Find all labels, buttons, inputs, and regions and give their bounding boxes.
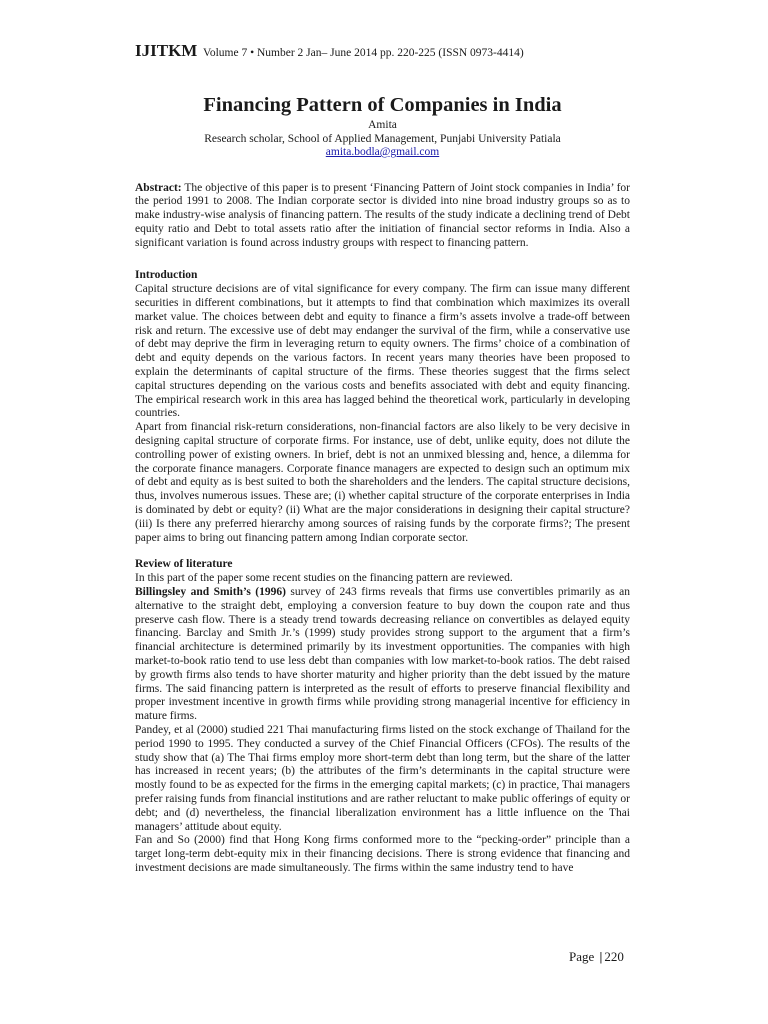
page-footer [569,949,624,964]
introduction-heading: Introduction [135,269,198,282]
author-email-link[interactable]: amita.bodla@gmail.com [325,146,440,158]
page-number: 220 [604,949,624,964]
journal-name: IJITKM [135,41,198,60]
review-lead-sentence: In this part of the paper some recent studies on the financing pattern are reviewed. [135,572,513,585]
introduction-paragraph: Capital structure decisions are of vital significance for every company. The firm can issue many different securities in different combinations, but it attempts to find that combination which maximizes its overall market value. The choices between debt and equity to finance a firm’s assets involve a trade-off between risk and return. The excessive use of debt may endanger the survival of the firm, while a conservative use of debt may deprive the firm in leveraging return to equity owners. The firms’ choice of a combination of debt and equity depends on the various factors. In recent years many theories have been proposed to explain the determinants of capital structure of the firms. These theories suggest that the firms select capital structures depending on the various costs and benefits associated with debt and equity financing. The empirical research work in this area has lagged behind the theoretical work, particularly in developing countries. [135,283,630,420]
running-head [135,41,630,60]
review-paragraph [135,586,630,724]
author-affiliation: Research scholar, School of Applied Management, Punjabi University Patiala [204,132,561,145]
abstract [135,182,630,251]
review-paragraph: Fan and So (2000) find that Hong Kong firms conformed more to the “pecking-order” principle than a target long-term debt-equity mix in their financing decisions. There is strong evidence that financing and investment decisions are made simultaneously. The firms within the same industry tend to have [135,834,630,874]
abstract-label: Abstract: [135,181,182,194]
paper-page [135,41,630,876]
paper-title: Financing Pattern of Companies in India [203,94,562,116]
review-paragraph: Pandey, et al (2000) studied 221 Thai manufacturing firms listed on the stock exchange of Thailand for the period 1990 to 1995. They conducted a survey of the Chief Financial Officers (CFOs). The results of the study show that (a) The Thai firms employ more short-term debt than long term, but the share of the latter has increased in recent years; (b) the attributes of the firm’s determinants in the capital structure were mostly found to be as expected for the firms in the emerging capital markets; (c) in practice, Thai managers prefer raising funds from financial institutions and are rather reluctant to make public offerings of equity or debt; and (d) nevertheless, the financial liberalization environment has a little influence on the Thai managers’ attitude about equity. [135,723,630,833]
abstract-text: The objective of this paper is to present ‘Financing Pattern of Joint stock companies in India’ for the period 1991 to 2008. The Indian corporate sector is divided into nine broad industry groups so as to make industry-wise analysis of financing pattern. The results of the study indicate a declining trend of Debt equity ratio and Debt to total assets ratio after the initiation of financial sector reforms in India. Also a significant variation is found across industry groups with respect to financing pattern. [135,181,630,249]
journal-details: Volume 7 • Number 2 Jan– June 2014 pp. 220-225 (ISSN 0973-4414) [203,47,524,59]
author-name: Amita [368,119,397,131]
introduction-paragraph: Apart from financial risk-return considerations, non-financial factors are also likely to be very decisive in designing capital structure of corporate firms. For instance, use of debt, unlike equity, does not dilute the controlling power of existing owners. In brief, debt is not an unmixed blessing and, hence, a dilemma for the corporate finance managers. Corporate finance managers are expected to design such an optimum mix of debt and equity as is best suited to both the shareholders and the lenders. The capital structure decisions, thus, involves numerous issues. These are; (i) whether capital structure of the corporate enterprises in India is dominated by debt or equity? (ii) What are the major considerations in designing their capital structure? (iii) Is there any preferred hierarchy among sources of raising funds by the corporate firms?; The present paper aims to bring out financing pattern among Indian corporate sector. [135,421,630,544]
page-label: Page [569,949,595,964]
review-heading: Review of literature [135,558,233,571]
review-paragraph-text: survey of 243 firms reveals that firms use convertibles primarily as an alternative to the straight debt, employing a conversion feature to buy down the coupon rate and thus preserve cash flow. There is a steady trend towards decreasing reliance on convertibles as delayed equity financing. Barclay and Smith Jr.’s (1999) study provides strong support to the argument that a firm’s financial architecture is determined primarily by its investment opportunities. The companies with high market-to-book ratio tend to use less debt than companies with low market-to-book ratios. The debt raised by growth firms also tends to have shorter maturity and higher priority than the debt issued by the mature firms. The said financing pattern is interpreted as the result of efforts to preserve financial flexibility and proper investment incentive in growth firms while providing strong managerial incentive for efficiency in mature firms. [135,586,630,723]
page-separator: | [599,949,603,964]
review-citation-lead: Billingsley and Smith’s (1996) [135,586,286,599]
email-line [135,146,630,160]
